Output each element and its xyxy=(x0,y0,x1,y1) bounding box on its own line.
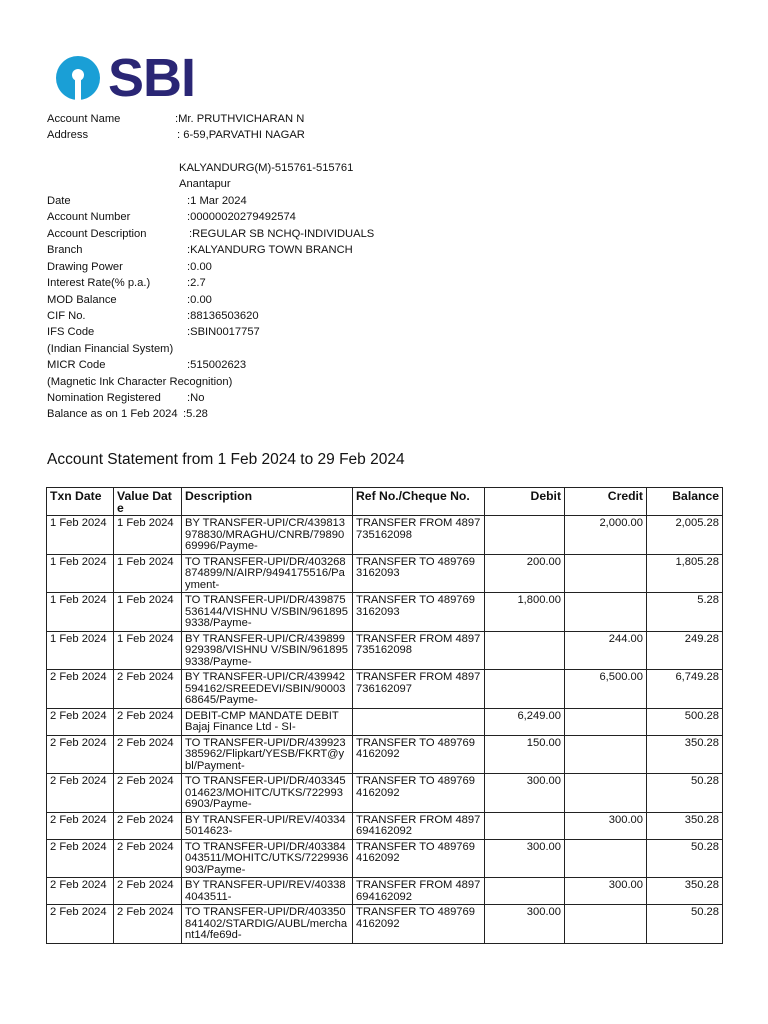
value-date-cell: 2 Feb 2024 xyxy=(114,774,182,813)
balance-cell: 50.28 xyxy=(647,839,723,878)
account-info-label: Balance as on 1 Feb 2024 xyxy=(47,408,178,420)
value-date-cell: 2 Feb 2024 xyxy=(114,812,182,839)
value-date-cell: 2 Feb 2024 xyxy=(114,670,182,709)
table-row xyxy=(47,878,723,905)
credit-cell: 244.00 xyxy=(565,631,647,670)
ref-no-cell: TRANSFER TO 4897694162092 xyxy=(353,774,485,813)
account-info-value: :515002623 xyxy=(187,359,247,371)
header-credit: Credit xyxy=(565,488,647,516)
debit-cell: 150.00 xyxy=(485,735,565,774)
account-info-label: Branch xyxy=(47,244,83,256)
header-txn-date: Txn Date xyxy=(47,488,114,516)
account-info-label: IFS Code xyxy=(47,326,95,338)
credit-cell xyxy=(565,735,647,774)
debit-cell xyxy=(485,631,565,670)
header-ref-no: Ref No./Cheque No. xyxy=(353,488,485,516)
description-cell: BY TRANSFER-UPI/CR/439942594162/SREEDEVI/SBIN/9000368645/Payme- xyxy=(182,670,353,709)
debit-cell: 300.00 xyxy=(485,839,565,878)
ref-no-cell: TRANSFER TO 4897693162093 xyxy=(353,554,485,593)
credit-cell: 300.00 xyxy=(565,812,647,839)
table-row xyxy=(47,516,723,555)
txn-date-cell: 2 Feb 2024 xyxy=(47,708,114,735)
account-info-value: KALYANDURG(M)-515761-515761 xyxy=(179,162,354,174)
statement-title: Account Statement from 1 Feb 2024 to 29 Feb 2024 xyxy=(47,451,405,468)
ref-no-cell: TRANSFER TO 4897694162092 xyxy=(353,905,485,944)
value-date-cell: 2 Feb 2024 xyxy=(114,708,182,735)
account-info-value: :00000020279492574 xyxy=(187,211,296,223)
ref-no-cell: TRANSFER TO 4897694162092 xyxy=(353,735,485,774)
debit-cell xyxy=(485,812,565,839)
ref-no-cell: TRANSFER FROM 4897694162092 xyxy=(353,812,485,839)
debit-cell: 300.00 xyxy=(485,774,565,813)
balance-cell: 350.28 xyxy=(647,735,723,774)
txn-date-cell: 2 Feb 2024 xyxy=(47,839,114,878)
balance-cell: 350.28 xyxy=(647,812,723,839)
credit-cell: 300.00 xyxy=(565,878,647,905)
description-cell: BY TRANSFER-UPI/REV/403384043511- xyxy=(182,878,353,905)
table-row xyxy=(47,905,723,944)
description-cell: TO TRANSFER-UPI/DR/403345014623/MOHITC/UTKS/7229936903/Payme- xyxy=(182,774,353,813)
txn-date-cell: 2 Feb 2024 xyxy=(47,735,114,774)
account-info-value: Anantapur xyxy=(179,178,231,190)
table-row xyxy=(47,708,723,735)
credit-cell xyxy=(565,708,647,735)
account-info-label: Account Name xyxy=(47,113,121,125)
account-info-value: :SBIN0017757 xyxy=(187,326,260,338)
table-row xyxy=(47,554,723,593)
table-row xyxy=(47,670,723,709)
account-info-label: Account Number xyxy=(47,211,131,223)
table-row xyxy=(47,812,723,839)
value-date-cell: 1 Feb 2024 xyxy=(114,554,182,593)
description-cell: BY TRANSFER-UPI/CR/439813978830/MRAGHU/CNRB/7989069996/Payme- xyxy=(182,516,353,555)
balance-cell: 1,805.28 xyxy=(647,554,723,593)
account-info-label: MOD Balance xyxy=(47,294,117,306)
table-row xyxy=(47,774,723,813)
credit-cell: 2,000.00 xyxy=(565,516,647,555)
header-balance: Balance xyxy=(647,488,723,516)
account-info-value: :0.00 xyxy=(187,261,212,273)
balance-cell: 2,005.28 xyxy=(647,516,723,555)
account-info-label: Address xyxy=(47,129,89,141)
txn-date-cell: 1 Feb 2024 xyxy=(47,631,114,670)
txn-date-cell: 1 Feb 2024 xyxy=(47,516,114,555)
credit-cell xyxy=(565,593,647,632)
ref-no-cell: TRANSFER FROM 4897736162097 xyxy=(353,670,485,709)
txn-date-cell: 2 Feb 2024 xyxy=(47,905,114,944)
debit-cell xyxy=(485,878,565,905)
value-date-cell: 1 Feb 2024 xyxy=(114,516,182,555)
debit-cell: 1,800.00 xyxy=(485,593,565,632)
balance-cell: 5.28 xyxy=(647,593,723,632)
ref-no-cell: TRANSFER FROM 4897735162098 xyxy=(353,516,485,555)
credit-cell xyxy=(565,905,647,944)
brand-text: SBI xyxy=(108,48,196,108)
account-info-value: :REGULAR SB NCHQ-INDIVIDUALS xyxy=(189,228,375,240)
table-header-row xyxy=(47,488,723,516)
account-info-value: : 6-59,PARVATHI NAGAR xyxy=(177,129,305,141)
value-date-cell: 2 Feb 2024 xyxy=(114,735,182,774)
debit-cell: 6,249.00 xyxy=(485,708,565,735)
account-info-value: :Mr. PRUTHVICHARAN N xyxy=(175,113,305,125)
account-info-value: :KALYANDURG TOWN BRANCH xyxy=(187,244,353,256)
txn-date-cell: 1 Feb 2024 xyxy=(47,554,114,593)
table-row xyxy=(47,839,723,878)
account-info-value: :5.28 xyxy=(183,408,208,420)
value-date-cell: 2 Feb 2024 xyxy=(114,878,182,905)
description-cell: BY TRANSFER-UPI/REV/403345014623- xyxy=(182,812,353,839)
txn-date-cell: 2 Feb 2024 xyxy=(47,812,114,839)
ref-no-cell: TRANSFER FROM 4897694162092 xyxy=(353,878,485,905)
description-cell: TO TRANSFER-UPI/DR/403350841402/STARDIG/AUBL/merchant14/fe69d- xyxy=(182,905,353,944)
credit-cell xyxy=(565,839,647,878)
header-debit: Debit xyxy=(485,488,565,516)
txn-date-cell: 2 Feb 2024 xyxy=(47,670,114,709)
description-cell: BY TRANSFER-UPI/CR/439899929398/VISHNU V/SBIN/9618959338/Payme- xyxy=(182,631,353,670)
value-date-cell: 2 Feb 2024 xyxy=(114,905,182,944)
txn-date-cell: 1 Feb 2024 xyxy=(47,593,114,632)
account-info-label: Nomination Registered xyxy=(47,392,161,404)
debit-cell: 300.00 xyxy=(485,905,565,944)
account-info-value: :1 Mar 2024 xyxy=(187,195,247,207)
description-cell: TO TRANSFER-UPI/DR/403268874899/N/AIRP/9494175516/Payment- xyxy=(182,554,353,593)
account-info-value: :No xyxy=(187,392,205,404)
balance-cell: 249.28 xyxy=(647,631,723,670)
table-row xyxy=(47,593,723,632)
balance-cell: 50.28 xyxy=(647,774,723,813)
ref-no-cell: TRANSFER TO 4897694162092 xyxy=(353,839,485,878)
balance-cell: 50.28 xyxy=(647,905,723,944)
account-info-value: :2.7 xyxy=(187,277,206,289)
table-row xyxy=(47,735,723,774)
credit-cell: 6,500.00 xyxy=(565,670,647,709)
sbi-keyhole-logo-icon xyxy=(54,54,102,102)
header-value-date: Value Date xyxy=(114,488,182,516)
account-info-label: CIF No. xyxy=(47,310,86,322)
account-info-label: Account Description xyxy=(47,228,147,240)
value-date-cell: 1 Feb 2024 xyxy=(114,593,182,632)
header-description: Description xyxy=(182,488,353,516)
account-info-label: Interest Rate(% p.a.) xyxy=(47,277,151,289)
balance-cell: 500.28 xyxy=(647,708,723,735)
account-info-value: :0.00 xyxy=(187,294,212,306)
description-cell: TO TRANSFER-UPI/DR/439875536144/VISHNU V/SBIN/9618959338/Payme- xyxy=(182,593,353,632)
value-date-cell: 2 Feb 2024 xyxy=(114,839,182,878)
ref-no-cell: TRANSFER FROM 4897735162098 xyxy=(353,631,485,670)
txn-date-cell: 2 Feb 2024 xyxy=(47,878,114,905)
account-info-label: Drawing Power xyxy=(47,261,123,273)
description-cell: TO TRANSFER-UPI/DR/403384043511/MOHITC/UTKS/7229936903/Payme- xyxy=(182,839,353,878)
balance-cell: 6,749.28 xyxy=(647,670,723,709)
transactions-table xyxy=(46,487,723,944)
debit-cell: 200.00 xyxy=(485,554,565,593)
credit-cell xyxy=(565,554,647,593)
debit-cell xyxy=(485,670,565,709)
sbi-logo xyxy=(54,48,196,108)
account-info-label: MICR Code xyxy=(47,359,106,371)
account-info-label: Date xyxy=(47,195,71,207)
description-cell: DEBIT-CMP MANDATE DEBIT Bajaj Finance Ltd - SI- xyxy=(182,708,353,735)
value-date-cell: 1 Feb 2024 xyxy=(114,631,182,670)
ref-no-cell: TRANSFER TO 4897693162093 xyxy=(353,593,485,632)
txn-date-cell: 2 Feb 2024 xyxy=(47,774,114,813)
ref-no-cell xyxy=(353,708,485,735)
balance-cell: 350.28 xyxy=(647,878,723,905)
credit-cell xyxy=(565,774,647,813)
table-row xyxy=(47,631,723,670)
debit-cell xyxy=(485,516,565,555)
account-info-value: :88136503620 xyxy=(187,310,259,322)
description-cell: TO TRANSFER-UPI/DR/439923385962/Flipkart/YESB/FKRT@ybl/Payment- xyxy=(182,735,353,774)
account-info-label: (Indian Financial System) xyxy=(47,343,174,355)
account-info-label: (Magnetic Ink Character Recognition) xyxy=(47,376,233,388)
